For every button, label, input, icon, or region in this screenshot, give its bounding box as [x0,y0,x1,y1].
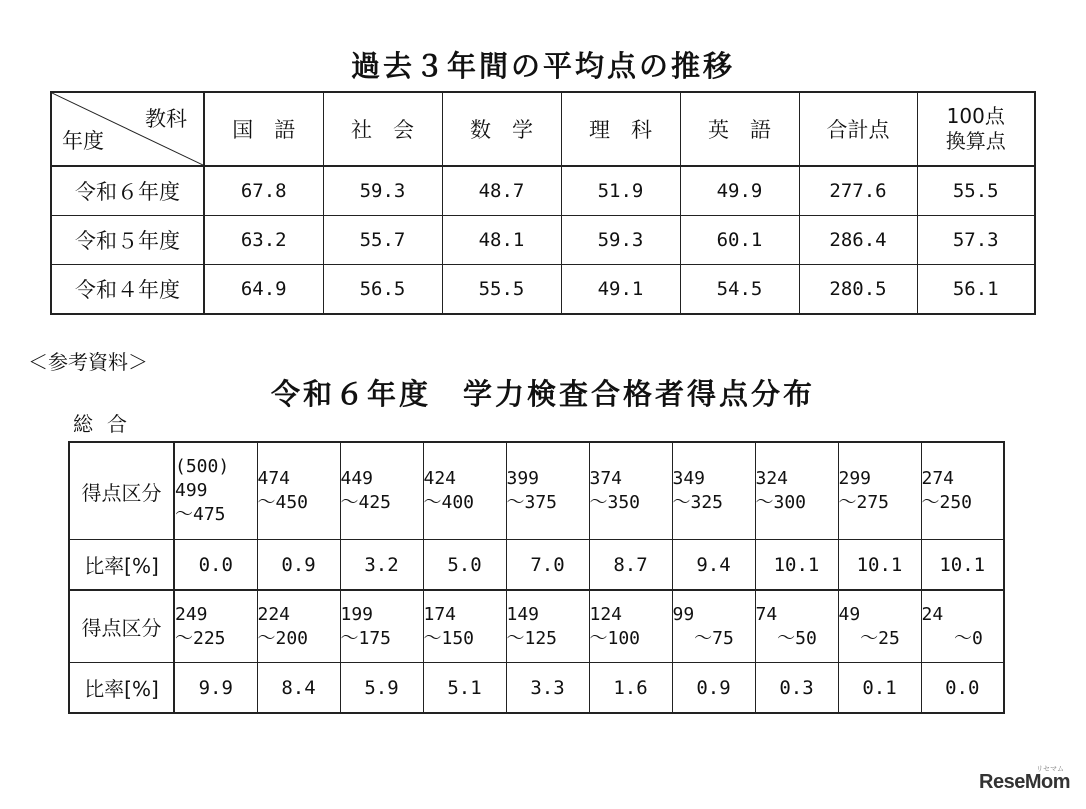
ratio-value: 5.9 [340,663,423,714]
range-upper: 149 [506,603,540,625]
header-100-line2: 換算点 [945,129,1006,153]
range-label: 得点区分 [69,442,174,540]
table-row [51,265,1035,315]
corner-cell [51,92,204,166]
total-label: 総合 [73,412,141,436]
range-upper: 424 [423,468,457,489]
ratio-value: 0.1 [838,663,921,714]
range-cell [423,590,506,663]
ratio-value: 5.1 [423,663,506,714]
corner-subject-label: 教科 [145,107,187,131]
cell-value: 63.2 [204,216,323,265]
cell-value: 67.8 [204,166,323,216]
range-lower: ～175 [340,627,392,649]
header-total: 合計点 [799,92,917,166]
cell-value: 277.6 [799,166,917,216]
cell-value: 49.9 [680,166,799,216]
ratio-value: 1.6 [589,663,672,714]
max-score-note: (500) [175,456,230,477]
header-100-line1: 100点 [946,104,1005,128]
range-row-1 [69,442,1004,540]
ratio-value: 10.1 [755,540,838,591]
ratio-value: 5.0 [423,540,506,591]
range-upper: 124 [589,603,623,625]
ratio-value: 0.9 [672,663,755,714]
cell-value: 280.5 [799,265,917,315]
range-lower: ～0 [921,627,983,649]
range-lower: ～150 [423,627,475,649]
range-row-2 [69,590,1004,663]
range-lower: ～25 [838,627,900,649]
header-math: 数 学 [442,92,561,166]
range-upper: 49 [838,603,861,625]
range-upper: 74 [755,603,778,625]
cell-value: 51.9 [561,166,680,216]
range-cell [838,442,921,540]
header-social: 社 会 [323,92,442,166]
title-score-distribution: 令和６年度 学力検査合格者得点分布 [270,377,815,411]
range-upper: 274 [921,468,955,489]
range-upper: 449 [340,468,374,489]
range-lower: ～200 [257,627,309,649]
cell-value: 49.1 [561,265,680,315]
range-cell [755,590,838,663]
ratio-value: 10.1 [838,540,921,591]
ratio-value: 3.2 [340,540,423,591]
range-lower: ～425 [340,492,392,513]
cell-value: 286.4 [799,216,917,265]
range-lower: ～375 [506,492,558,513]
range-upper: 224 [257,603,291,625]
range-upper: 374 [589,468,623,489]
ratio-row-1 [69,540,1004,591]
cell-value: 55.5 [917,166,1035,216]
ratio-value: 0.3 [755,663,838,714]
table-header-row [51,92,1035,166]
cell-value: 59.3 [323,166,442,216]
range-upper: 349 [672,468,706,489]
ratio-row-2 [69,663,1004,714]
cell-value: 54.5 [680,265,799,315]
score-distribution-table [68,441,1005,714]
range-cell [257,442,340,540]
resemom-logo: ReseMom [979,771,1070,793]
ratio-value: 7.0 [506,540,589,591]
cell-value: 59.3 [561,216,680,265]
range-cell [589,590,672,663]
range-lower: ～350 [589,492,641,513]
range-cell [506,590,589,663]
corner-year-label: 年度 [62,129,104,153]
range-lower: ～50 [755,627,817,649]
cell-value: 48.7 [442,166,561,216]
ratio-value: 0.0 [921,663,1004,714]
row-year: 令和４年度 [51,265,204,315]
range-lower: ～250 [921,492,973,513]
range-label: 得点区分 [69,590,174,663]
ratio-value: 3.3 [506,663,589,714]
range-lower: ～325 [672,492,724,513]
range-upper: 174 [423,603,457,625]
range-upper: 399 [506,468,540,489]
average-score-table [50,91,1036,315]
header-english: 英 語 [680,92,799,166]
range-upper: 324 [755,468,789,489]
cell-value: 55.7 [323,216,442,265]
cell-value: 64.9 [204,265,323,315]
title-average-score-trend: 過去３年間の平均点の推移 [350,49,735,83]
range-cell [340,442,423,540]
range-upper: 299 [838,468,872,489]
range-cell [921,442,1004,540]
range-lower: ～100 [589,627,641,649]
range-cell [672,442,755,540]
range-lower: ～225 [175,627,226,649]
range-cell [174,442,257,540]
header-japanese: 国 語 [204,92,323,166]
ratio-value: 0.0 [174,540,257,591]
cell-value: 60.1 [680,216,799,265]
range-lower: ～75 [672,627,734,649]
range-lower: ～400 [423,492,475,513]
watermark-small: リセマム [1036,765,1064,773]
row-year: 令和５年度 [51,216,204,265]
cell-value: 55.5 [442,265,561,315]
cell-value: 48.1 [442,216,561,265]
range-cell [755,442,838,540]
range-upper: 24 [921,603,944,625]
ratio-value: 8.7 [589,540,672,591]
ratio-value: 9.9 [174,663,257,714]
range-upper: 99 [672,603,695,625]
range-cell [340,590,423,663]
header-100-scale [917,92,1035,166]
range-cell [921,590,1004,663]
row-year: 令和６年度 [51,166,204,216]
ratio-value: 0.9 [257,540,340,591]
range-upper: 199 [340,603,374,625]
ratio-label: 比率[%] [69,663,174,714]
cell-value: 57.3 [917,216,1035,265]
table-row [51,166,1035,216]
range-lower: ～450 [257,492,309,513]
range-upper: 474 [257,468,291,489]
range-cell [506,442,589,540]
range-upper: 249 [175,603,208,625]
range-lower: ～125 [506,627,558,649]
range-cell [174,590,257,663]
range-cell [672,590,755,663]
table-row [51,216,1035,265]
ratio-value: 8.4 [257,663,340,714]
range-cell [257,590,340,663]
range-cell [423,442,506,540]
cell-value: 56.5 [323,265,442,315]
range-lower: ～475 [175,504,226,525]
ratio-value: 10.1 [921,540,1004,591]
ratio-label: 比率[%] [69,540,174,591]
range-upper: 499 [175,480,208,501]
range-lower: ～300 [755,492,807,513]
header-science: 理 科 [561,92,680,166]
range-cell [589,442,672,540]
cell-value: 56.1 [917,265,1035,315]
reference-label: ＜参考資料＞ [28,350,148,374]
range-lower: ～275 [838,492,890,513]
ratio-value: 9.4 [672,540,755,591]
range-cell [838,590,921,663]
